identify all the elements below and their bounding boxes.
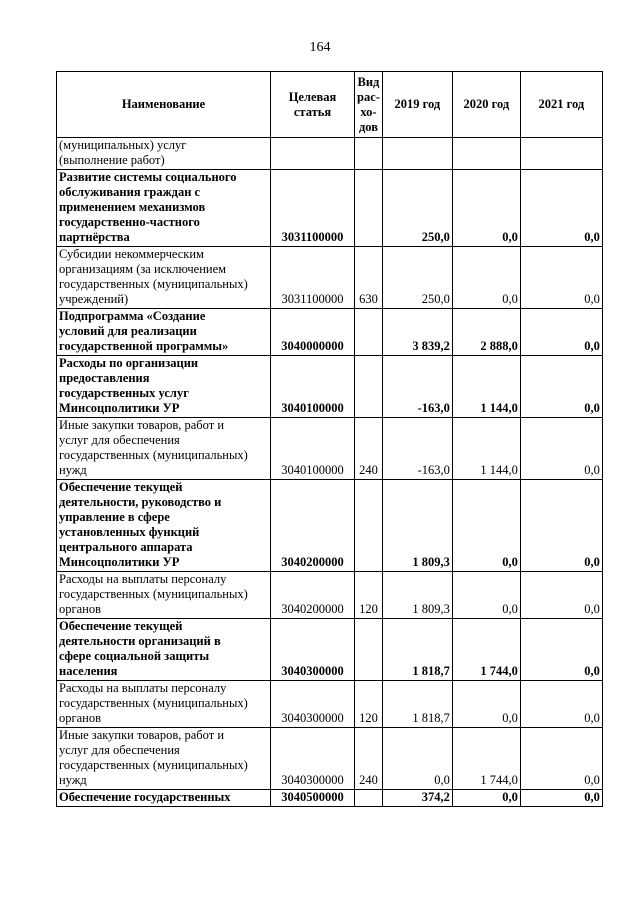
cell-name: Субсидии некоммерческим организациям (за исключением государственных (муниципальных) учреждений) [57, 247, 271, 309]
cell-2019 [382, 138, 452, 170]
cell-2021: 0,0 [520, 681, 602, 728]
cell-target-article: 3040100000 [271, 356, 355, 418]
header-name: Наименование [57, 72, 271, 138]
table-row [57, 619, 603, 681]
cell-2020: 0,0 [452, 170, 520, 247]
cell-2021: 0,0 [520, 170, 602, 247]
page-number: 164 [309, 40, 331, 55]
cell-2020: 0,0 [452, 790, 520, 807]
cell-name: Обеспечение государственных [57, 790, 271, 807]
header-2019: 2019 год [382, 72, 452, 138]
table-row [57, 309, 603, 356]
cell-name: Иные закупки товаров, работ и услуг для обеспечения государственных (муниципальных) нужд [57, 418, 271, 480]
cell-target-article: 3031100000 [271, 170, 355, 247]
cell-name: Расходы по организации предоставления государственных услуг Минсоцполитики УР [57, 356, 271, 418]
table-row [57, 790, 603, 807]
cell-2019: 374,2 [382, 790, 452, 807]
cell-expense-type [355, 170, 383, 247]
cell-name: Развитие системы социального обслуживания граждан с применением механизмов государственно-частного партнёрства [57, 170, 271, 247]
cell-name: Расходы на выплаты персоналу государственных (муниципальных) органов [57, 572, 271, 619]
cell-2021: 0,0 [520, 309, 602, 356]
cell-2020: 0,0 [452, 572, 520, 619]
cell-2020: 1 144,0 [452, 356, 520, 418]
cell-2021: 0,0 [520, 356, 602, 418]
cell-2020: 0,0 [452, 480, 520, 572]
table-row [57, 356, 603, 418]
cell-2021: 0,0 [520, 418, 602, 480]
cell-2019: 1 818,7 [382, 619, 452, 681]
cell-name: (муниципальных) услуг (выполнение работ) [57, 138, 271, 170]
table-row [57, 170, 603, 247]
header-2021: 2021 год [520, 72, 602, 138]
cell-2021: 0,0 [520, 728, 602, 790]
cell-expense-type: 630 [355, 247, 383, 309]
cell-name: Обеспечение текущей деятельности организаций в сфере социальной защиты населения [57, 619, 271, 681]
cell-target-article [271, 138, 355, 170]
table-row [57, 418, 603, 480]
cell-expense-type [355, 309, 383, 356]
cell-2019: 0,0 [382, 728, 452, 790]
cell-2019: 1 809,3 [382, 572, 452, 619]
cell-target-article: 3040300000 [271, 728, 355, 790]
cell-2020: 1 744,0 [452, 728, 520, 790]
header-row [57, 72, 603, 138]
cell-target-article: 3040300000 [271, 681, 355, 728]
cell-target-article: 3031100000 [271, 247, 355, 309]
cell-2020 [452, 138, 520, 170]
cell-expense-type [355, 619, 383, 681]
cell-2021: 0,0 [520, 790, 602, 807]
cell-name: Подпрограмма «Создание условий для реализации государственной программы» [57, 309, 271, 356]
cell-expense-type: 120 [355, 681, 383, 728]
cell-name: Расходы на выплаты персоналу государственных (муниципальных) органов [57, 681, 271, 728]
table-row [57, 138, 603, 170]
cell-expense-type: 240 [355, 418, 383, 480]
cell-expense-type: 240 [355, 728, 383, 790]
cell-name: Иные закупки товаров, работ и услуг для обеспечения государственных (муниципальных) нужд [57, 728, 271, 790]
header-target-article: Целевая статья [271, 72, 355, 138]
table-row [57, 681, 603, 728]
cell-2019: 1 809,3 [382, 480, 452, 572]
cell-2021: 0,0 [520, 619, 602, 681]
header-2020: 2020 год [452, 72, 520, 138]
cell-2020: 2 888,0 [452, 309, 520, 356]
table-row [57, 572, 603, 619]
cell-expense-type [355, 138, 383, 170]
cell-2021: 0,0 [520, 480, 602, 572]
budget-table [56, 71, 603, 807]
table-row [57, 480, 603, 572]
header-expense-type: Вид рас- хо- дов [355, 72, 383, 138]
cell-target-article: 3040500000 [271, 790, 355, 807]
cell-2019: 250,0 [382, 247, 452, 309]
cell-target-article: 3040200000 [271, 480, 355, 572]
cell-expense-type [355, 790, 383, 807]
cell-2019: 3 839,2 [382, 309, 452, 356]
cell-2019: -163,0 [382, 356, 452, 418]
table-row [57, 728, 603, 790]
cell-target-article: 3040000000 [271, 309, 355, 356]
cell-target-article: 3040300000 [271, 619, 355, 681]
cell-2021: 0,0 [520, 247, 602, 309]
cell-name: Обеспечение текущей деятельности, руководство и управление в сфере установленных функций центрального аппарата Минсоцполитики УР [57, 480, 271, 572]
cell-2020: 0,0 [452, 681, 520, 728]
cell-2021: 0,0 [520, 572, 602, 619]
cell-2021 [520, 138, 602, 170]
cell-2020: 1 144,0 [452, 418, 520, 480]
cell-2019: 250,0 [382, 170, 452, 247]
cell-2020: 1 744,0 [452, 619, 520, 681]
cell-target-article: 3040200000 [271, 572, 355, 619]
cell-2019: -163,0 [382, 418, 452, 480]
cell-target-article: 3040100000 [271, 418, 355, 480]
cell-expense-type [355, 480, 383, 572]
cell-2020: 0,0 [452, 247, 520, 309]
cell-expense-type: 120 [355, 572, 383, 619]
cell-expense-type [355, 356, 383, 418]
table-row [57, 247, 603, 309]
cell-2019: 1 818,7 [382, 681, 452, 728]
